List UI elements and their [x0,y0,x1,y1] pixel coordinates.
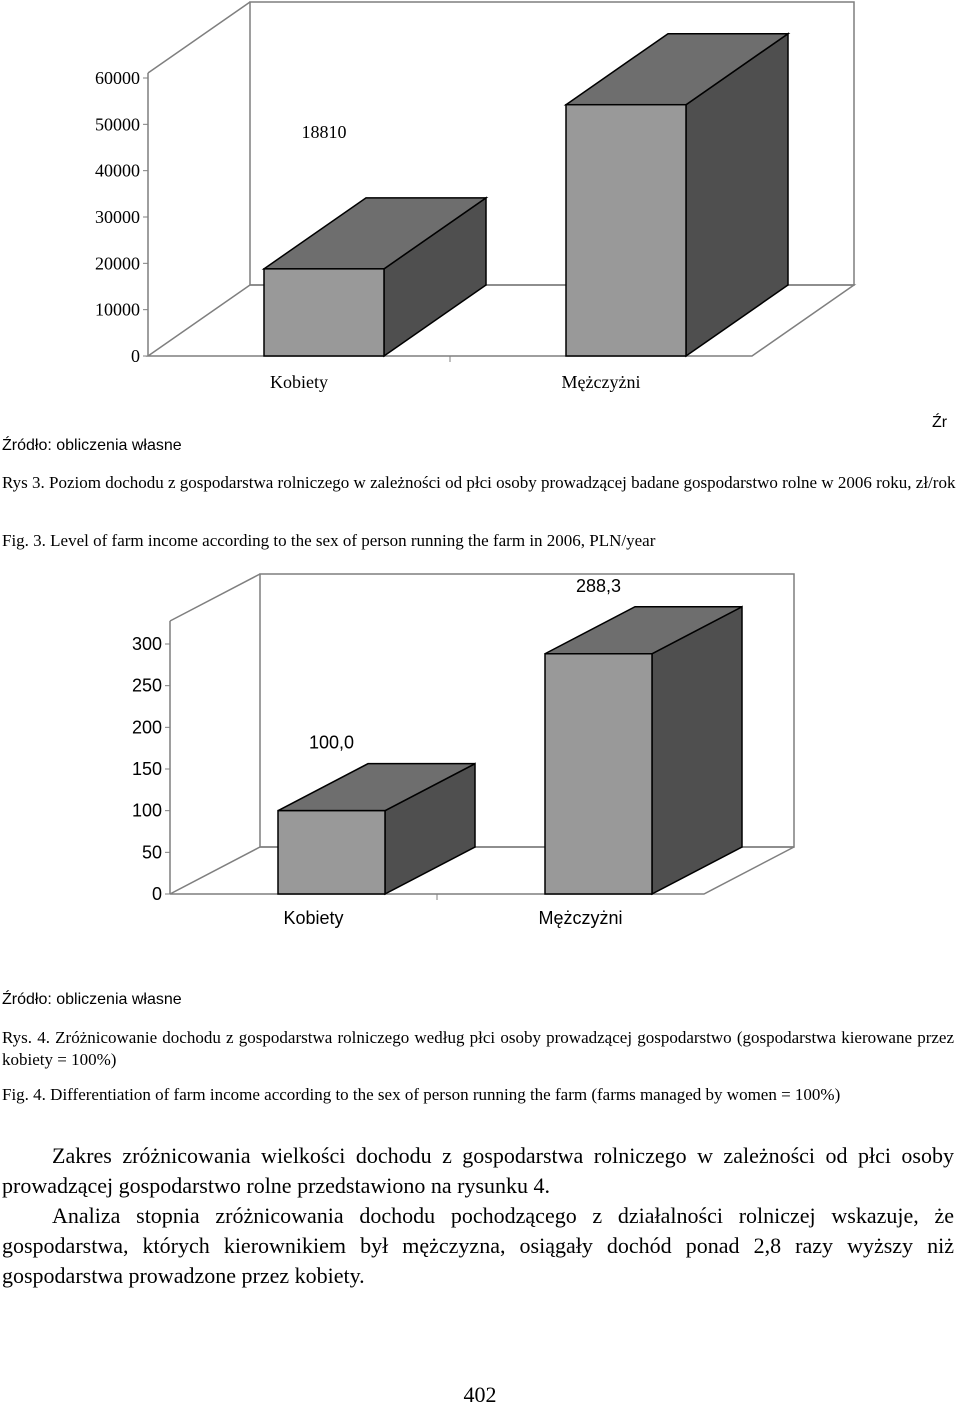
figure-3-caption-pl: Rys 3. Poziom dochodu z gospodarstwa rolniczego w zależności od płci osoby prowadzącej badane gospodarstwo rolne w 2006 roku, zł/rok [2,473,956,492]
bar [278,811,385,894]
bar [264,269,384,356]
y-tick-label: 250 [131,675,162,696]
figure-4-caption-en: Fig. 4. Differentiation of farm income according to the sex of person running the farm (farms managed by women = 100%) [2,1085,841,1104]
figure-3-chart [0,0,960,400]
paragraph-1: Zakres zróżnicowania wielkości dochodu z gospodarstwa rolniczego w zależności od płci osoby prowadzącej gospodarstwo rolne przedstawiono na rysunku 4. [2,1143,954,1198]
figure-3-caption-en: Fig. 3. Level of farm income according to the sex of person running the farm in 2006, PLN/year [2,531,656,550]
x-tick-label: Mężczyżni [561,372,641,392]
figure-3-source: Źródło: obliczenia własne [2,437,182,454]
data-label: 18810 [301,121,347,142]
page-number: 402 [463,1382,497,1407]
y-tick-label: 150 [131,759,162,779]
data-label: 100,0 [308,732,355,753]
y-tick-label: 20000 [95,253,140,274]
y-tick-label: 60000 [95,68,140,88]
paragraph-2: Analiza stopnia zróżnicowania dochodu pochodzącego z działalności rolniczej wskazuje, że gospodarstwa, których kierownikiem był mężczyzna, osiągały dochód ponad 2,8 razy wyższy niż gospodarstwa prowadzone przez kobiety. [2,1203,954,1288]
bar [545,654,652,894]
stray-source-fragment: Źr [932,414,948,431]
y-tick-label: 50 [141,842,162,863]
figure-4-source: Źródło: obliczenia własne [2,991,182,1008]
y-tick-label: 0 [131,346,140,366]
figure-4-chart [0,560,960,940]
x-tick-label: Mężczyżni [538,908,623,928]
y-tick-label: 300 [131,634,162,654]
y-tick-label: 30000 [95,207,140,227]
body-text [2,1141,954,1291]
x-tick-label: Kobiety [270,372,328,392]
data-label: 288,3 [575,575,622,596]
y-tick-label: 40000 [95,160,140,181]
chart-left-wall-top [148,2,250,73]
y-tick-label: 100 [131,800,162,821]
chart-left-wall-top [170,574,260,621]
y-tick-label: 50000 [95,114,140,135]
bar-side [652,607,742,894]
bar [566,105,686,356]
y-tick-label: 0 [151,884,162,904]
figure-4-caption-pl: Rys. 4. Zróżnicowanie dochodu z gospodarstwa rolniczego według płci osoby prowadzącej gospodarstwo (gospodarstwa kierowane przez kobiety = 100%) [2,1028,954,1069]
x-tick-label: Kobiety [283,908,344,928]
y-tick-label: 200 [131,717,162,738]
y-tick-label: 10000 [95,299,140,320]
